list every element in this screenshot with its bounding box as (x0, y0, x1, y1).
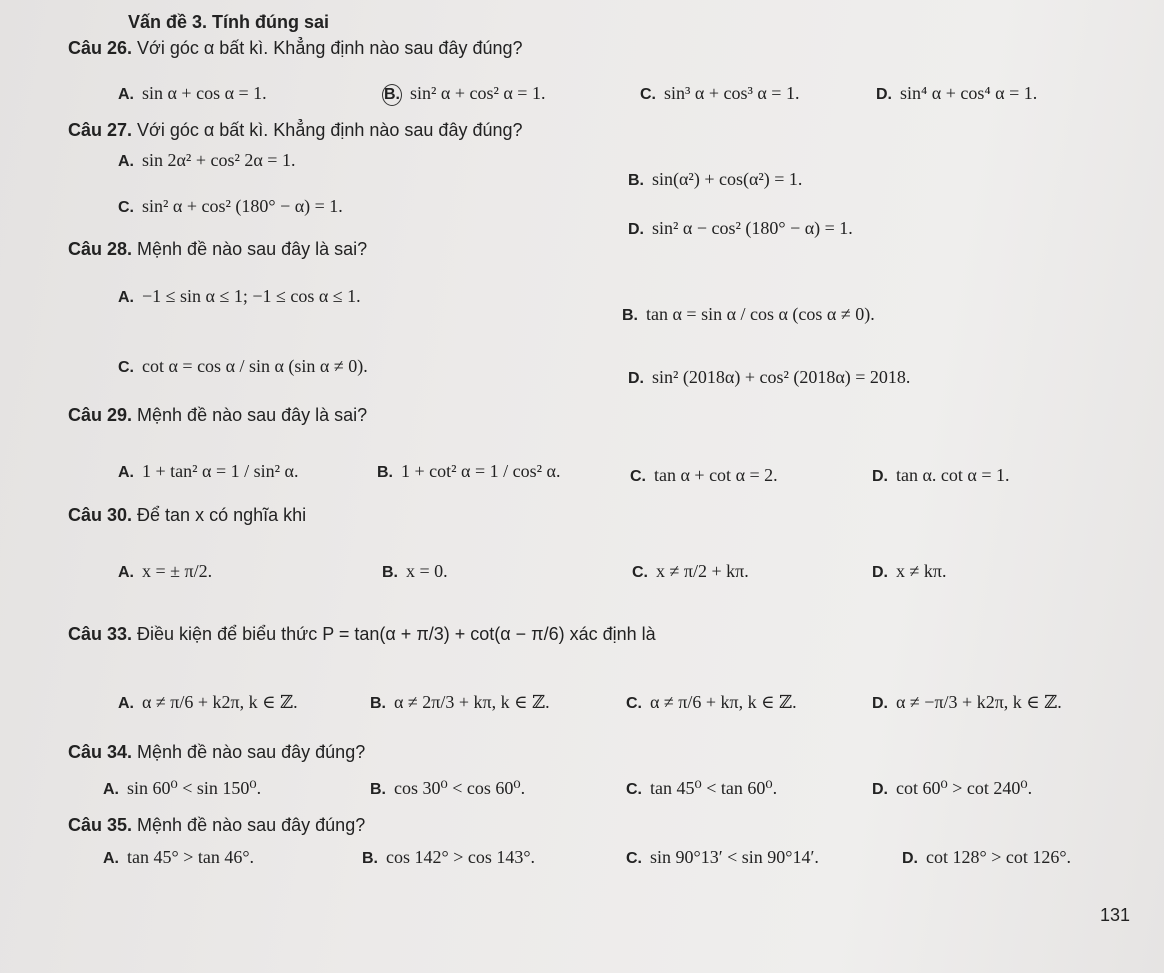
option-label: D. (872, 695, 888, 712)
option-label: A. (118, 564, 134, 581)
option-label: A. (118, 289, 134, 306)
option-b (385, 81, 545, 106)
option-text: x = 0. (406, 561, 448, 581)
option-c (630, 463, 778, 489)
question-number: Câu 29. (68, 405, 133, 425)
option-a (103, 776, 261, 802)
option-text: tan α + cot α = 2. (654, 465, 778, 485)
option-label: B. (377, 464, 393, 481)
option-c (626, 845, 819, 871)
option-label: D. (628, 221, 644, 238)
option-label: C. (626, 695, 642, 712)
question-number: Câu 26. (68, 38, 133, 58)
option-a (118, 459, 298, 485)
question-text: Với góc α bất kì. Khẳng định nào sau đây đúng? (137, 38, 523, 58)
question-28 (68, 237, 367, 261)
option-text: sin α + cos α = 1. (142, 83, 267, 103)
question-text: Mệnh đề nào sau đây là sai? (137, 405, 368, 425)
option-d (902, 845, 1071, 871)
option-text: cot α = cos α / sin α (sin α ≠ 0). (142, 356, 368, 376)
question-27 (68, 118, 523, 142)
option-b (370, 690, 550, 716)
option-label: B. (382, 564, 398, 581)
option-text: α ≠ π/6 + kπ, k ∈ ℤ. (650, 692, 797, 712)
option-label: D. (872, 468, 888, 485)
option-text: α ≠ π/6 + k2π, k ∈ ℤ. (142, 692, 298, 712)
option-c (118, 194, 343, 220)
option-text: sin³ α + cos³ α = 1. (664, 83, 800, 103)
option-label: A. (118, 695, 134, 712)
question-text: Để tan x có nghĩa khi (137, 505, 307, 525)
option-d (872, 463, 1010, 489)
question-number: Câu 33. (68, 624, 133, 644)
option-d (872, 776, 1032, 802)
option-label: C. (632, 564, 648, 581)
option-label: C. (626, 781, 642, 798)
option-text: sin 90°13′ < sin 90°14′. (650, 847, 819, 867)
option-text: sin² α + cos² (180° − α) = 1. (142, 196, 343, 216)
option-label: B. (622, 307, 638, 324)
question-30 (68, 503, 306, 527)
option-c (118, 354, 368, 380)
question-number: Câu 34. (68, 742, 133, 762)
option-text: sin(α²) + cos(α²) = 1. (652, 169, 803, 189)
option-text: tan 45⁰ < tan 60⁰. (650, 778, 778, 798)
option-label: C. (626, 850, 642, 867)
question-29 (68, 403, 367, 427)
option-text: −1 ≤ sin α ≤ 1; −1 ≤ cos α ≤ 1. (142, 286, 361, 306)
option-label: D. (872, 564, 888, 581)
option-label: D. (628, 370, 644, 387)
option-a (103, 845, 254, 871)
option-text: α ≠ 2π/3 + kπ, k ∈ ℤ. (394, 692, 550, 712)
option-b (382, 559, 448, 585)
option-a (118, 690, 298, 716)
option-label: D. (902, 850, 918, 867)
option-b (628, 167, 802, 193)
option-label: A. (103, 781, 119, 798)
option-label: A. (118, 86, 134, 103)
option-label-circled: B. (382, 84, 402, 106)
question-number: Câu 27. (68, 120, 133, 140)
question-text: Mệnh đề nào sau đây đúng? (137, 742, 366, 762)
question-text: Mệnh đề nào sau đây đúng? (137, 815, 366, 835)
question-number: Câu 28. (68, 239, 133, 259)
option-text: cot 60⁰ > cot 240⁰. (896, 778, 1033, 798)
option-a (118, 559, 212, 585)
option-b (377, 459, 560, 485)
option-label: C. (118, 199, 134, 216)
option-text: α ≠ −π/3 + k2π, k ∈ ℤ. (896, 692, 1062, 712)
question-text: Mệnh đề nào sau đây là sai? (137, 239, 368, 259)
option-a (118, 148, 295, 174)
option-c (632, 559, 749, 585)
option-c (640, 81, 799, 107)
question-26 (68, 36, 523, 60)
option-label: C. (118, 359, 134, 376)
option-text: tan 45° > tan 46°. (127, 847, 255, 867)
option-label: C. (630, 468, 646, 485)
option-b (362, 845, 535, 871)
option-text: x ≠ π/2 + kπ. (656, 561, 749, 581)
option-label: A. (103, 850, 119, 867)
option-label: B. (370, 695, 386, 712)
option-text: x ≠ kπ. (896, 561, 947, 581)
option-text: tan α = sin α / cos α (cos α ≠ 0). (646, 304, 875, 324)
option-text: sin² α + cos² α = 1. (410, 83, 546, 103)
option-d (876, 81, 1037, 107)
option-label: A. (118, 153, 134, 170)
option-text: cos 142° > cos 143°. (386, 847, 536, 867)
option-label: B. (628, 172, 644, 189)
option-d (628, 365, 910, 391)
option-d (872, 559, 946, 585)
option-text: cot 128° > cot 126°. (926, 847, 1072, 867)
question-34 (68, 740, 365, 764)
option-b (622, 302, 875, 328)
option-text: sin 2α² + cos² 2α = 1. (142, 150, 296, 170)
option-label: C. (640, 86, 656, 103)
option-text: 1 + tan² α = 1 / sin² α. (142, 461, 299, 481)
option-text: cos 30⁰ < cos 60⁰. (394, 778, 526, 798)
option-text: x = ± π/2. (142, 561, 213, 581)
option-text: sin 60⁰ < sin 150⁰. (127, 778, 262, 798)
option-text: sin² α − cos² (180° − α) = 1. (652, 218, 853, 238)
option-text: 1 + cot² α = 1 / cos² α. (401, 461, 561, 481)
option-text: sin⁴ α + cos⁴ α = 1. (900, 83, 1038, 103)
question-text: Với góc α bất kì. Khẳng định nào sau đây đúng? (137, 120, 523, 140)
option-b (370, 776, 525, 802)
option-label: B. (370, 781, 386, 798)
option-text: sin² (2018α) + cos² (2018α) = 2018. (652, 367, 911, 387)
page-number: 131 (1099, 905, 1130, 925)
option-c (626, 776, 777, 802)
option-a (118, 81, 267, 107)
option-label: D. (872, 781, 888, 798)
option-d (628, 216, 853, 242)
option-text: tan α. cot α = 1. (896, 465, 1010, 485)
option-c (626, 690, 797, 716)
option-label: D. (876, 86, 892, 103)
question-text: Điều kiện để biểu thức P = tan(α + π/3) + cot(α − π/6) xác định là (137, 624, 656, 644)
question-33 (68, 622, 656, 646)
question-35 (68, 813, 365, 837)
question-number: Câu 30. (68, 505, 133, 525)
option-d (872, 690, 1062, 716)
section-heading: Vấn đề 3. Tính đúng sai (128, 12, 330, 32)
question-number: Câu 35. (68, 815, 133, 835)
option-a (118, 284, 361, 310)
option-label: B. (362, 850, 378, 867)
option-label: A. (118, 464, 134, 481)
